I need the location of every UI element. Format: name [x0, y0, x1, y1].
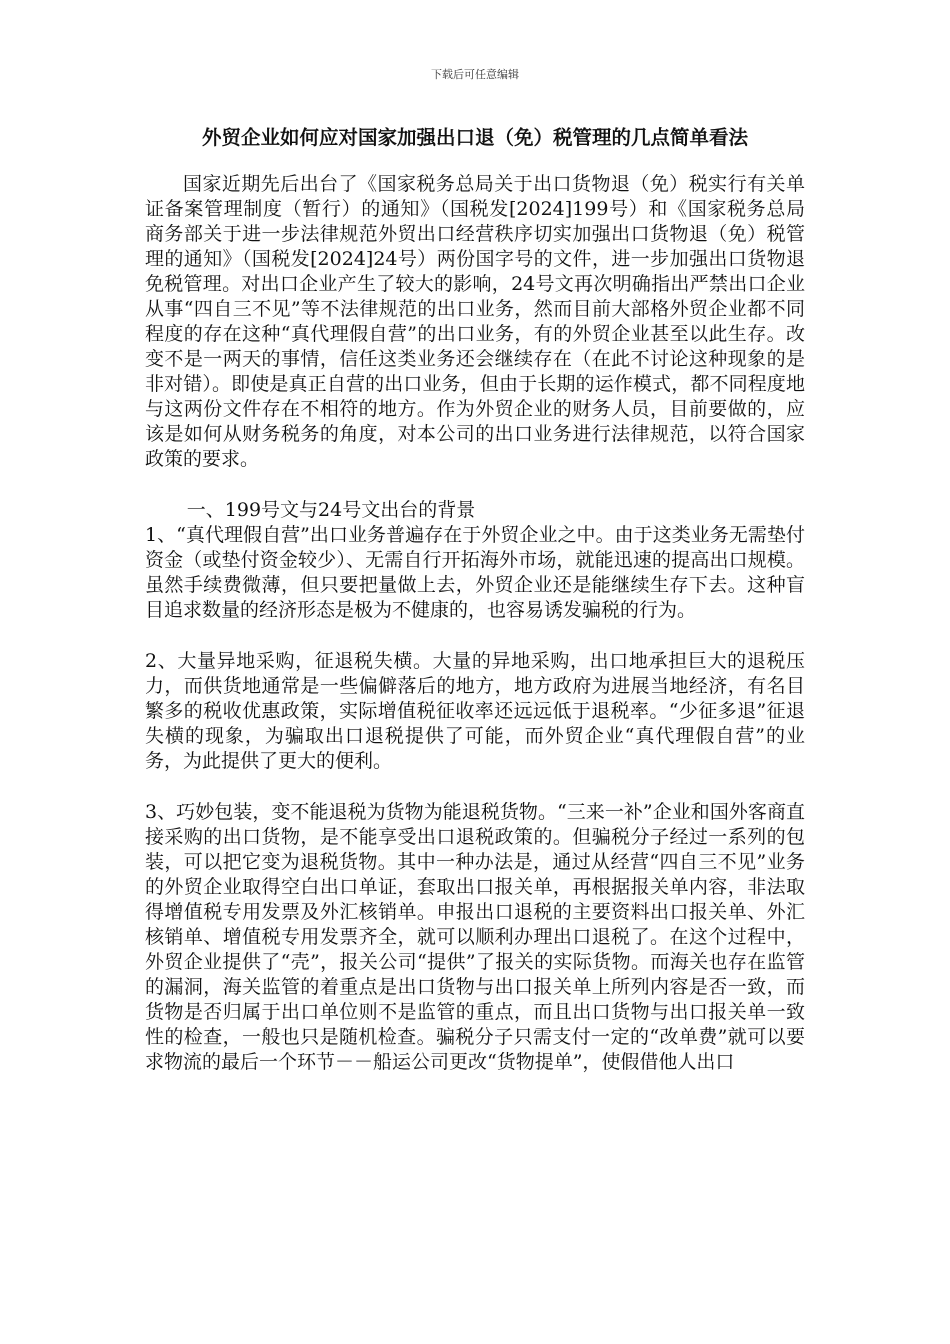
document-body — [145, 172, 805, 1075]
paragraph-gap — [145, 623, 805, 649]
section-heading: 一、199号文与24号文出台的背景 — [186, 499, 476, 521]
header-note: 下载后可任意编辑 — [431, 68, 519, 81]
point-paragraph-1: 1、“真代理假自营”出口业务普遍存在于外贸企业之中。由于这类业务无需垫付资金（或垫付资金较少）、无需自行开拓海外市场，就能迅速的提高出口规模。虽然手续费微薄，但只要把量做上去，外贸企业还是能继续生存下去。这种盲目追求数量的经济形态是极为不健康的，也容易诱发骗税的行为。 — [145, 524, 805, 621]
intro-paragraph: 国家近期先后出台了《国家税务总局关于出口货物退（免）税实行有关单证备案管理制度（暂行）的通知》（国税发[2024]199号）和《国家税务总局 商务部关于进一步法律规范外贸出口经营秩序切实加强出口货物退（免）税管理的通知》（国税发[2024]24号）两份国字号的文件，进一步加强出口货物退免税管理。对出口企业产生了较大的影响，24号文再次明确指出严禁出口企业从事“四自三不见”等不法律规范的出口业务，然而目前大部格外贸企业都不同程度的存在这种“真代理假自营”的出口业务，有的外贸企业甚至以此生存。改变不是一两天的事情，信任这类业务还会继续存在（在此不讨论这种现象的是非对错）。即使是真正自营的出口业务，但由于长期的运作模式，都不同程度地与这两份文件存在不相符的地方。作为外贸企业的财务人员，目前要做的，应该是如何从财务税务的角度，对本公司的出口业务进行法律规范，以符合国家政策的要求。 — [145, 173, 805, 470]
paragraph-gap — [145, 472, 805, 498]
paragraph-gap — [145, 774, 805, 800]
point-paragraph-2: 2、大量异地采购，征退税失横。大量的异地采购，出口地承担巨大的退税压力，而供货地通常是一些偏僻落后的地方，地方政府为进展当地经济，有名目繁多的税收优惠政策，实际增值税征收率还远远低于退税率。“少征多退”征退失横的现象，为骗取出口退税提供了可能，而外贸企业“真代理假自营”的业务，为此提供了更大的便利。 — [145, 650, 805, 772]
document-title: 外贸企业如何应对国家加强出口退（免）税管理的几点简单看法 — [201, 126, 748, 149]
point-paragraph-3: 3、巧妙包装，变不能退税为货物为能退税货物。“三来一补”企业和国外客商直接采购的出口货物，是不能享受出口退税政策的。但骗税分子经过一系列的包装，可以把它变为退税货物。其中一种办法是，通过从经营“四自三不见”业务的外贸企业取得空白出口单证，套取出口报关单，再根据报关单内容，非法取得增值税专用发票及外汇核销单。申报出口退税的主要资料出口报关单、外汇核销单、增值税专用发票齐全，就可以顺利办理出口退税了。在这个过程中，外贸企业提供了“壳”，报关公司“提供”了报关的实际货物。而海关也存在监管的漏洞，海关监管的着重点是出口货物与出口报关单上所列内容是否一致，而货物是否归属于出口单位则不是监管的重点，而且出口货物与出口报关单一致性的检查，一般也只是随机检查。骗税分子只需支付一定的“改单费”就可以要求物流的最后一个环节－－船运公司更改“货物提单”，使假借他人出口 — [145, 801, 805, 1073]
